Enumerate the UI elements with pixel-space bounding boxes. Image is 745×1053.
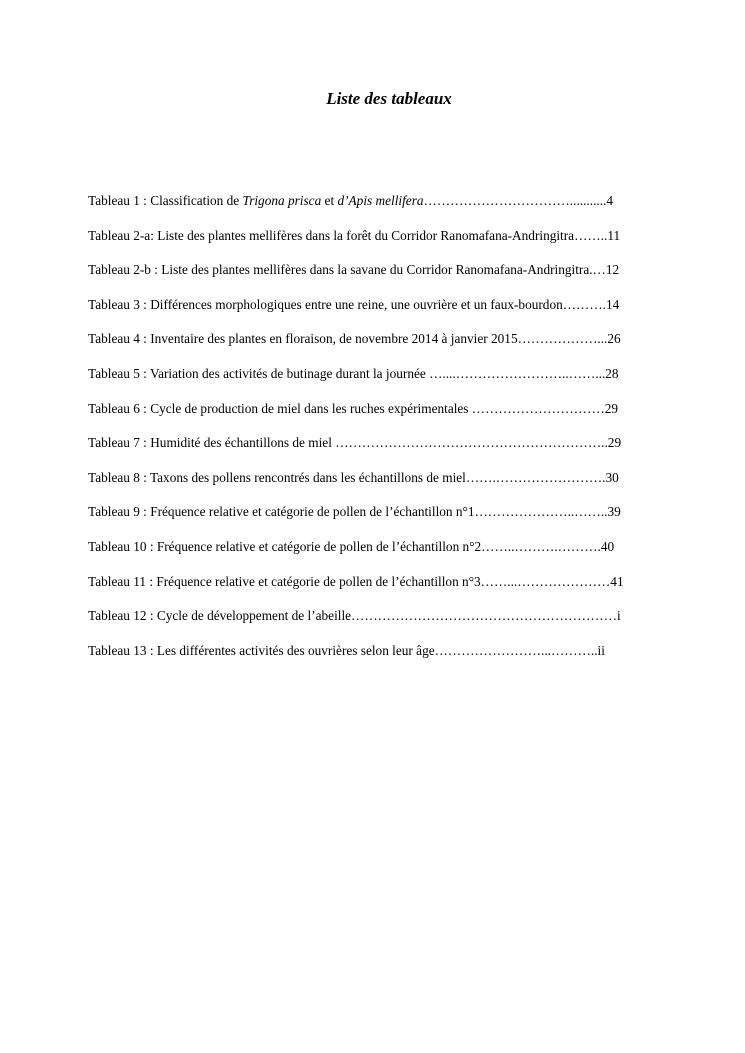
list-item: Tableau 4 : Inventaire des plantes en floraison, de novembre 2014 à janvier 2015………………...26: [88, 331, 621, 347]
list-item: Tableau 8 : Taxons des pollens rencontrés dans les échantillons de miel…….…………………….30: [88, 469, 619, 485]
list-item: Tableau 3 : Différences morphologiques entre une reine, une ouvrière et un faux-bourdon……….14: [88, 296, 620, 312]
dot-leader: ……………………………...........: [423, 193, 607, 208]
list-item: Tableau 6 : Cycle de production de miel dans les ruches expérimentales …………………………29: [88, 400, 619, 416]
list-item: Tableau 2-a: Liste des plantes mellifères dans la forêt du Corridor Ranomafana-Andringitra……..11: [88, 227, 621, 243]
list-item: [88, 192, 693, 227]
species-name: d’Apis mellifera: [337, 193, 424, 208]
list-item: Tableau 5 : Variation des activités de butinage durant la journée …....……………………..……...28: [88, 365, 619, 381]
list-item: Tableau 10 : Fréquence relative et catégorie de pollen de l’échantillon n°2……..……….……….40: [88, 538, 615, 554]
list-item: Tableau 12 : Cycle de développement de l’abeille……………………………………………………i: [88, 608, 621, 624]
table-list: [88, 192, 693, 676]
list-item: Tableau 7 : Humidité des échantillons de miel ……………………………………………………..29: [88, 435, 622, 451]
list-item: Tableau 11 : Fréquence relative et catégorie de pollen de l’échantillon n°3……...…………………41: [88, 573, 624, 589]
page-title: Liste des tableaux: [326, 89, 452, 108]
page-number: 4: [606, 193, 614, 208]
list-item: Tableau 2-b : Liste des plantes mellifères dans la savane du Corridor Ranomafana-Andringitra.…12: [88, 262, 620, 278]
list-item: Tableau 9 : Fréquence relative et catégorie de pollen de l’échantillon n°1…………………..……..39: [88, 504, 621, 520]
entry-prefix: Tableau 1 : Classification de: [88, 193, 243, 208]
entry-connector: et: [321, 193, 338, 208]
species-name: Trigona prisca: [242, 193, 322, 208]
list-item: Tableau 13 : Les différentes activités des ouvrières selon leur âge……………………...………..ii: [88, 642, 605, 658]
